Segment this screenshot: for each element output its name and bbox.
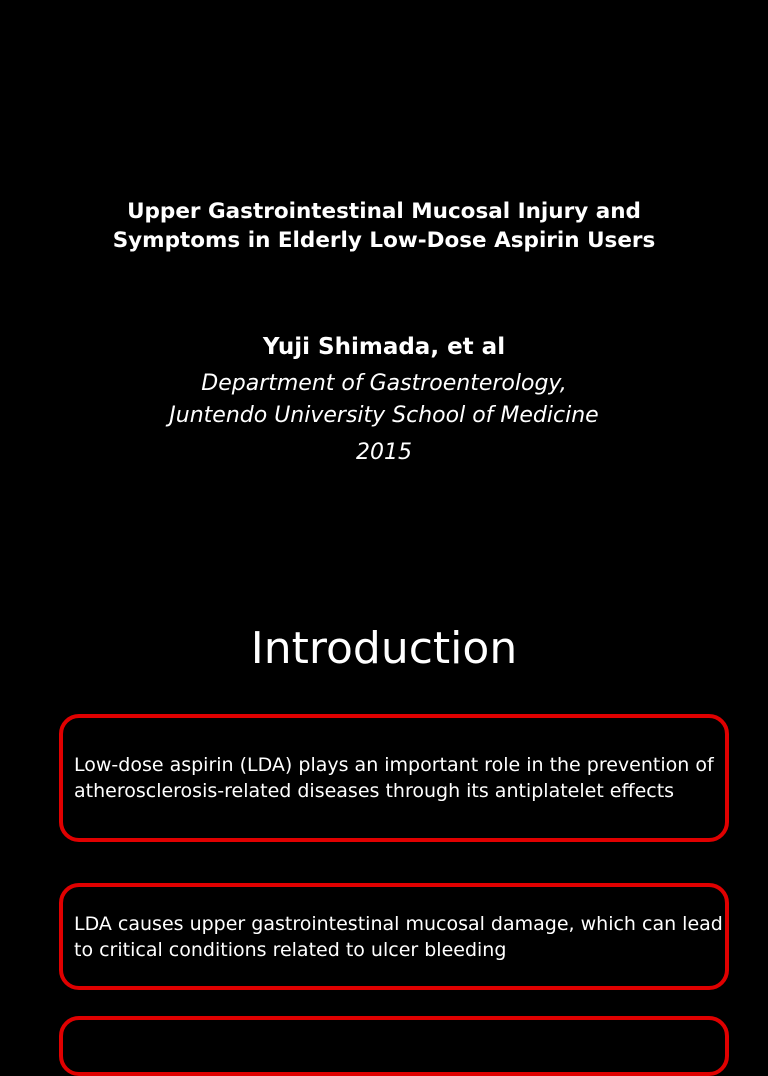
paper-title (40, 197, 728, 255)
introduction-point-box (59, 1016, 729, 1076)
title-line-2: Symptoms in Elderly Low-Dose Aspirin Users (112, 228, 656, 253)
introduction-point-box (59, 883, 729, 990)
affiliation (40, 368, 728, 432)
author-name: Yuji Shimada, et al (262, 334, 506, 360)
affiliation-line-1: Department of Gastroenterology, (201, 371, 567, 396)
introduction-point-box (59, 714, 729, 842)
title-line-1: Upper Gastrointestinal Mucosal Injury and (127, 199, 641, 224)
introduction-point-text: Low-dose aspirin (LDA) plays an important role in the prevention of atherosclerosis-related diseases through its antiplatelet effects (74, 754, 714, 802)
affiliation-line-2: Juntendo University School of Medicine (169, 403, 599, 428)
introduction-point-text: LDA causes upper gastrointestinal mucosal damage, which can lead to critical conditions related to ulcer bleeding (74, 912, 723, 961)
introduction-heading: Introduction (250, 623, 518, 674)
publication-year: 2015 (356, 440, 412, 465)
